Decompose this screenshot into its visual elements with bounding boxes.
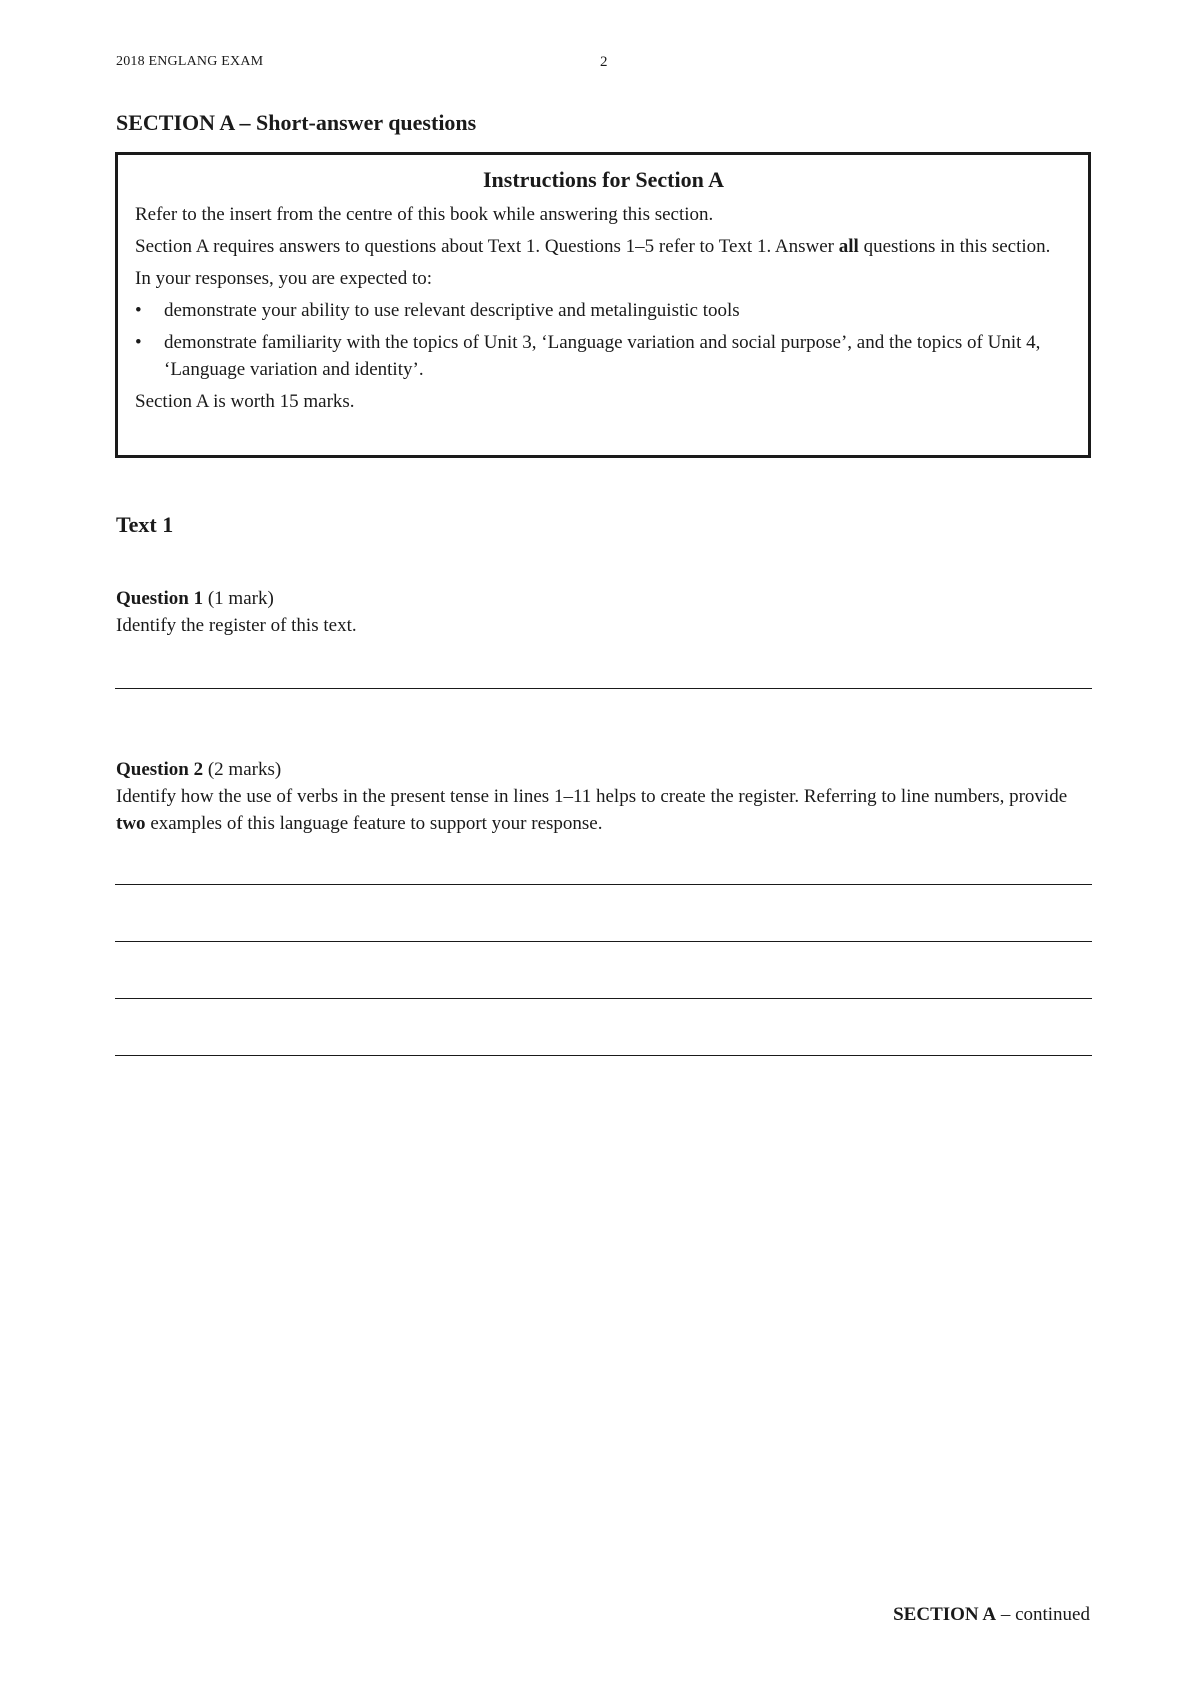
instruction-requirements-emphasis: all [838,236,859,257]
question-2 [116,756,1091,837]
list-item-text: demonstrate your ability to use relevant descriptive and metalinguistic tools [164,300,740,321]
list-item-text: demonstrate familiarity with the topics of Unit 3, ‘Language variation and social purpose’, and the topics of Unit 4, ‘Language variation and identity’. [164,332,1041,380]
footer-dash: – [996,1604,1016,1625]
exam-name: 2018 ENGLANG EXAM [116,54,264,69]
question-2-answer-line[interactable] [115,884,1092,885]
instructions-heading: Instructions for Section A [483,167,724,192]
question-1-prompt: Identify the register of this text. [116,615,357,636]
footer-continued: continued [1015,1604,1090,1625]
question-2-marks: (2 marks) [203,759,282,780]
instruction-requirements-end: questions in this section. [858,236,1051,257]
question-2-prompt-end: examples of this language feature to support your response. [145,813,603,834]
question-1-marks: (1 mark) [203,588,274,609]
instruction-insert: Refer to the insert from the centre of this book while answering this section. [135,204,714,225]
instruction-requirements [135,233,1072,260]
expectations-list [135,297,1072,383]
section-worth: Section A is worth 15 marks. [135,391,355,412]
question-2-prompt [116,783,1091,837]
instruction-expectations: In your responses, you are expected to: [135,268,433,289]
page-number: 2 [600,54,608,70]
question-1-answer-line[interactable] [115,688,1092,689]
list-item [135,297,1072,324]
question-2-answer-line[interactable] [115,998,1092,999]
bullet-icon: • [135,300,142,321]
question-1-header [116,585,1091,612]
text-heading: Text 1 [116,512,174,537]
question-1-label: Question 1 [116,588,204,609]
footer-section: SECTION A [893,1604,997,1625]
question-2-prompt-text: Identify how the use of verbs in the present tense in lines 1–11 helps to create the register. Referring to line numbers, provide [116,786,1068,807]
list-item [135,329,1072,383]
page-footer [893,1604,1090,1626]
question-2-label: Question 2 [116,759,204,780]
question-2-answer-line[interactable] [115,1055,1092,1056]
question-2-header [116,756,1091,783]
question-1 [116,585,1091,639]
question-2-prompt-emphasis: two [116,813,146,834]
section-title: SECTION A – Short-answer questions [116,110,477,135]
instructions-box [115,152,1091,458]
bullet-icon: • [135,332,142,353]
instruction-requirements-text: Section A requires answers to questions about Text 1. Questions 1–5 refer to Text 1. Answer [135,236,839,257]
question-2-answer-line[interactable] [115,941,1092,942]
